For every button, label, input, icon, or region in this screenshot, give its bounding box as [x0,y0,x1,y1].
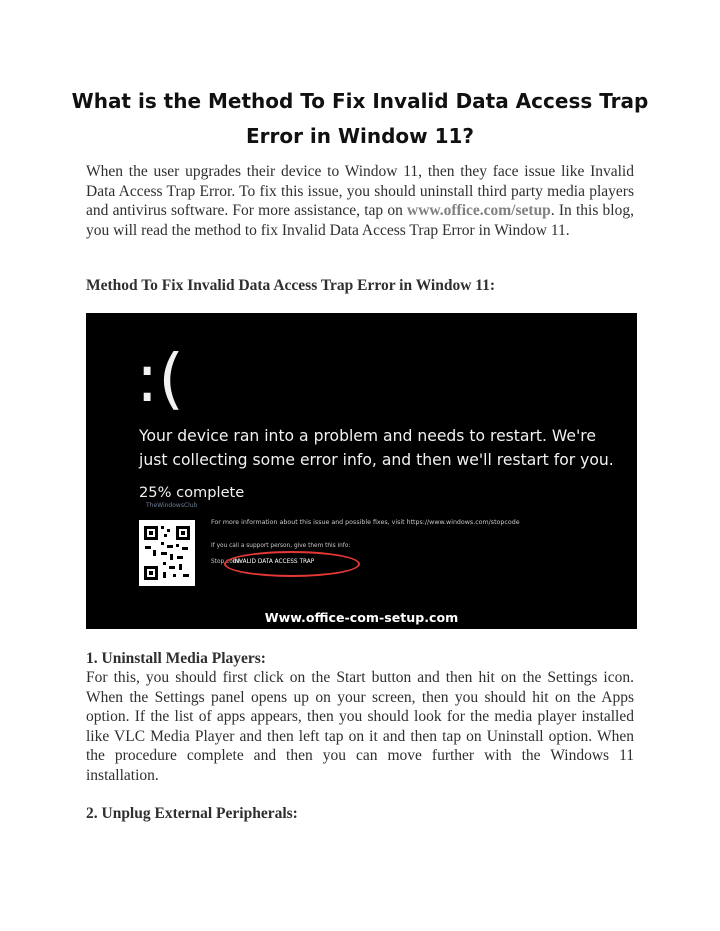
bsod-progress: 25% complete [139,484,245,501]
watermark-logo: TheWindowsClub [146,502,198,509]
qr-code-icon [139,520,195,586]
section-1-heading: 1. Uninstall Media Players: [86,650,266,667]
section-1-body: For this, you should first click on the Start button and then hit on the Settings icon. When the Settings panel opens up on your screen, then you should hit on the Apps option. If the list of apps appears, then you should look for the media player installed like VLC Media Player and then left tap on it and then tap on Uninstall option. When the procedure complete and then you can move further with the Windows 11 installation. [86,669,634,784]
bsod-support-info: If you call a support person, give them this info: [211,543,351,549]
page-title-line-2: Error in Window 11? [245,124,475,148]
site-watermark-text: Www.office-com-setup.com [264,610,459,625]
method-heading: Method To Fix Invalid Data Access Trap Error in Window 11: [86,277,496,294]
bsod-stop-code: INVALID DATA ACCESS TRAP [233,559,315,565]
office-setup-link[interactable]: www.office.com/setup [407,202,551,220]
bsod-stop-label: Stop code: [211,559,242,565]
section-2-heading: 2. Unplug External Peripherals: [86,805,298,822]
intro-paragraph [86,162,634,240]
bsod-message: Your device ran into a problem and needs to restart. We're just collecting some error info, and then we'll restart for you. [139,427,614,469]
intro-text-after-link: . In this blog, you will read the method to fix Invalid Data Access Trap Error in Window 11. [86,202,634,239]
highlight-circle [224,551,360,577]
sad-face-icon: :( [136,340,184,417]
bsod-more-info: For more information about this issue and possible fixes, visit https://www.windows.com/stopcode [211,519,520,526]
page-title-line-1: What is the Method To Fix Invalid Data Access Trap [71,89,649,113]
page-title [60,84,660,154]
intro-text-before-link: When the user upgrades their device to Window 11, then they face issue like Invalid Data Access Trap Error. To fix this issue, you should uninstall third party media players and antivirus software. For more assistance, tap on [86,163,634,220]
bsod-screenshot [86,313,637,629]
